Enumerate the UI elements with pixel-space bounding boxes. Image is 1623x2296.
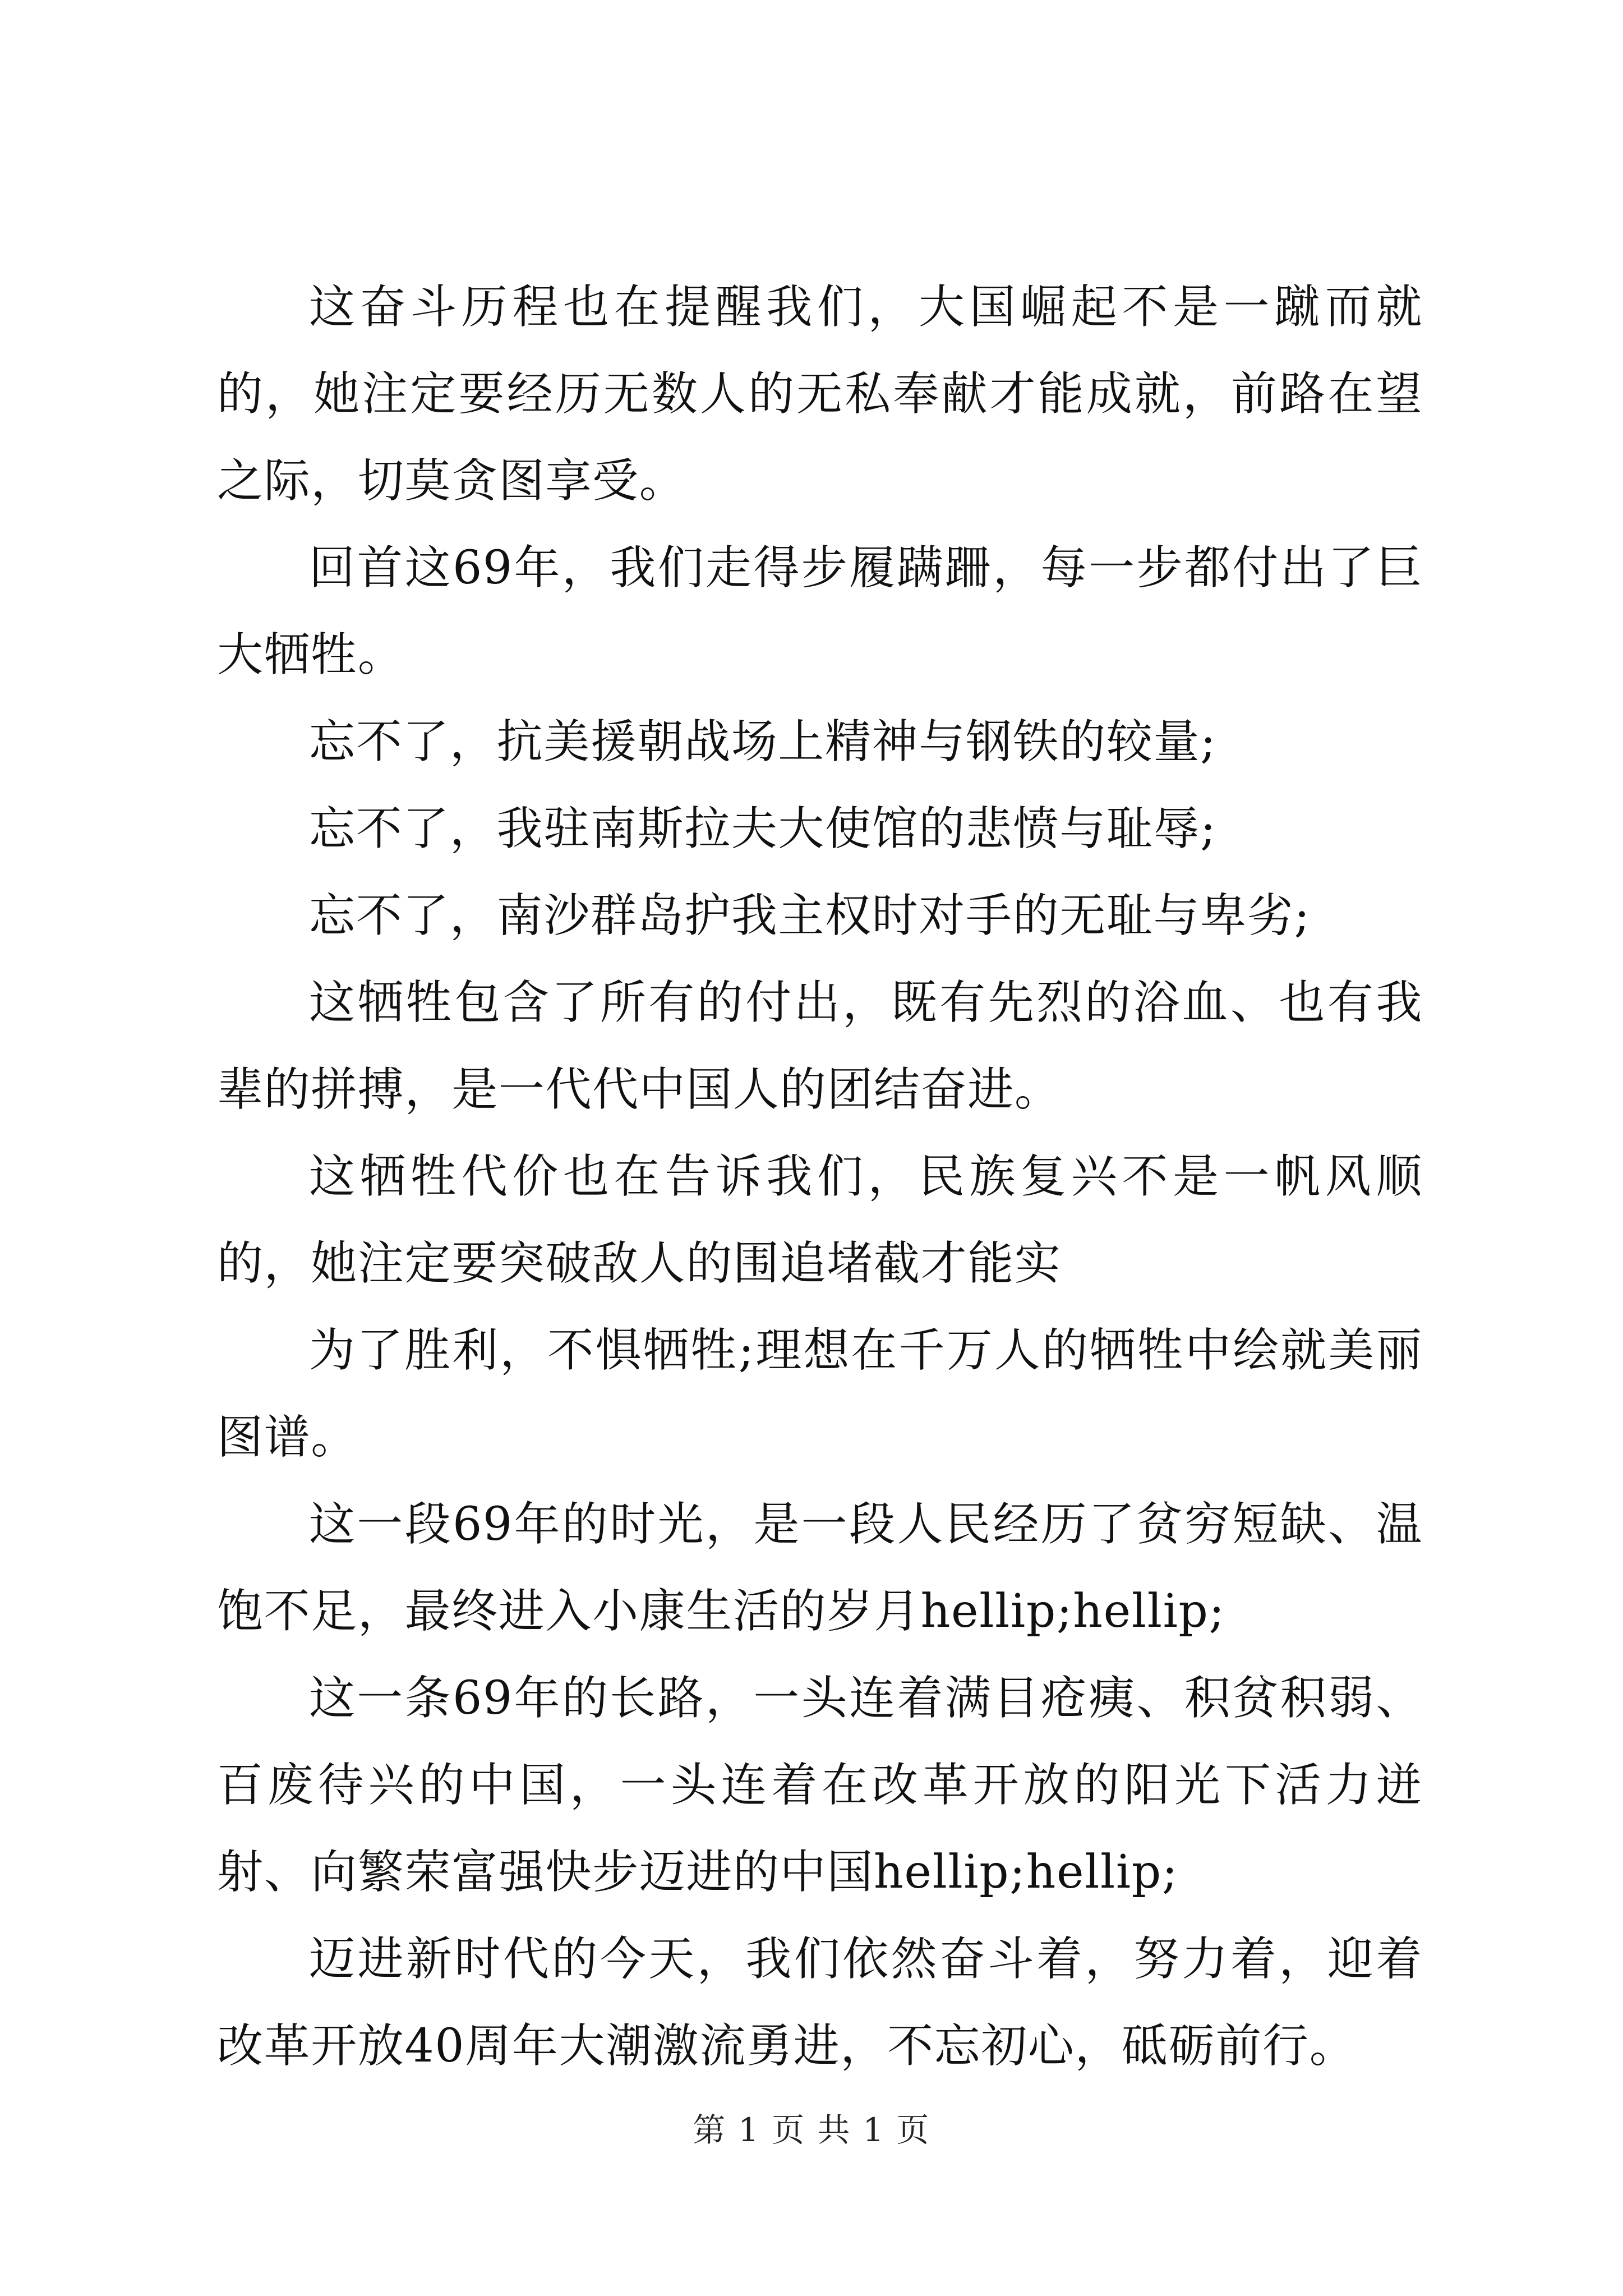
paragraph: 这一条69年的长路，一头连着满目疮痍、积贫积弱、百废待兴的中国，一头连着在改革开放的阳光下活力迸射、向繁荣富强快步迈进的中国hellip;hellip; [217,1672,1423,1899]
paragraph: 忘不了，南沙群岛护我主权时对手的无耻与卑劣; [309,889,1311,942]
paragraph: 这牺牲代价也在告诉我们，民族复兴不是一帆风顺的，她注定要突破敌人的围追堵截才能实 [217,1150,1423,1290]
paragraph: 为了胜利，不惧牺牲;理想在千万人的牺牲中绘就美丽图谱。 [217,1324,1423,1464]
page-footer: 第 1 页 共 1 页 [693,2111,930,2149]
paragraph: 这牺牲包含了所有的付出，既有先烈的浴血、也有我辈的拼搏，是一代代中国人的团结奋进。 [217,976,1423,1116]
paragraph: 忘不了，我驻南斯拉夫大使馆的悲愤与耻辱; [309,802,1217,855]
paragraph: 这奋斗历程也在提醒我们，大国崛起不是一蹴而就的，她注定要经历无数人的无私奉献才能成就，前路在望之际，切莫贪图享受。 [217,280,1423,508]
paragraph: 这一段69年的时光，是一段人民经历了贫穷短缺、温饱不足，最终进入小康生活的岁月hellip;hellip; [217,1498,1423,1638]
paragraph: 迈进新时代的今天，我们依然奋斗着，努力着，迎着改革开放40周年大潮激流勇进，不忘初心，砥砺前行。 [217,1932,1423,2073]
document-body [217,264,1423,2090]
paragraph: 忘不了，抗美援朝战场上精神与钢铁的较量; [309,715,1217,769]
paragraph: 回首这69年，我们走得步履蹒跚，每一步都付出了巨大牺牲。 [217,541,1423,682]
